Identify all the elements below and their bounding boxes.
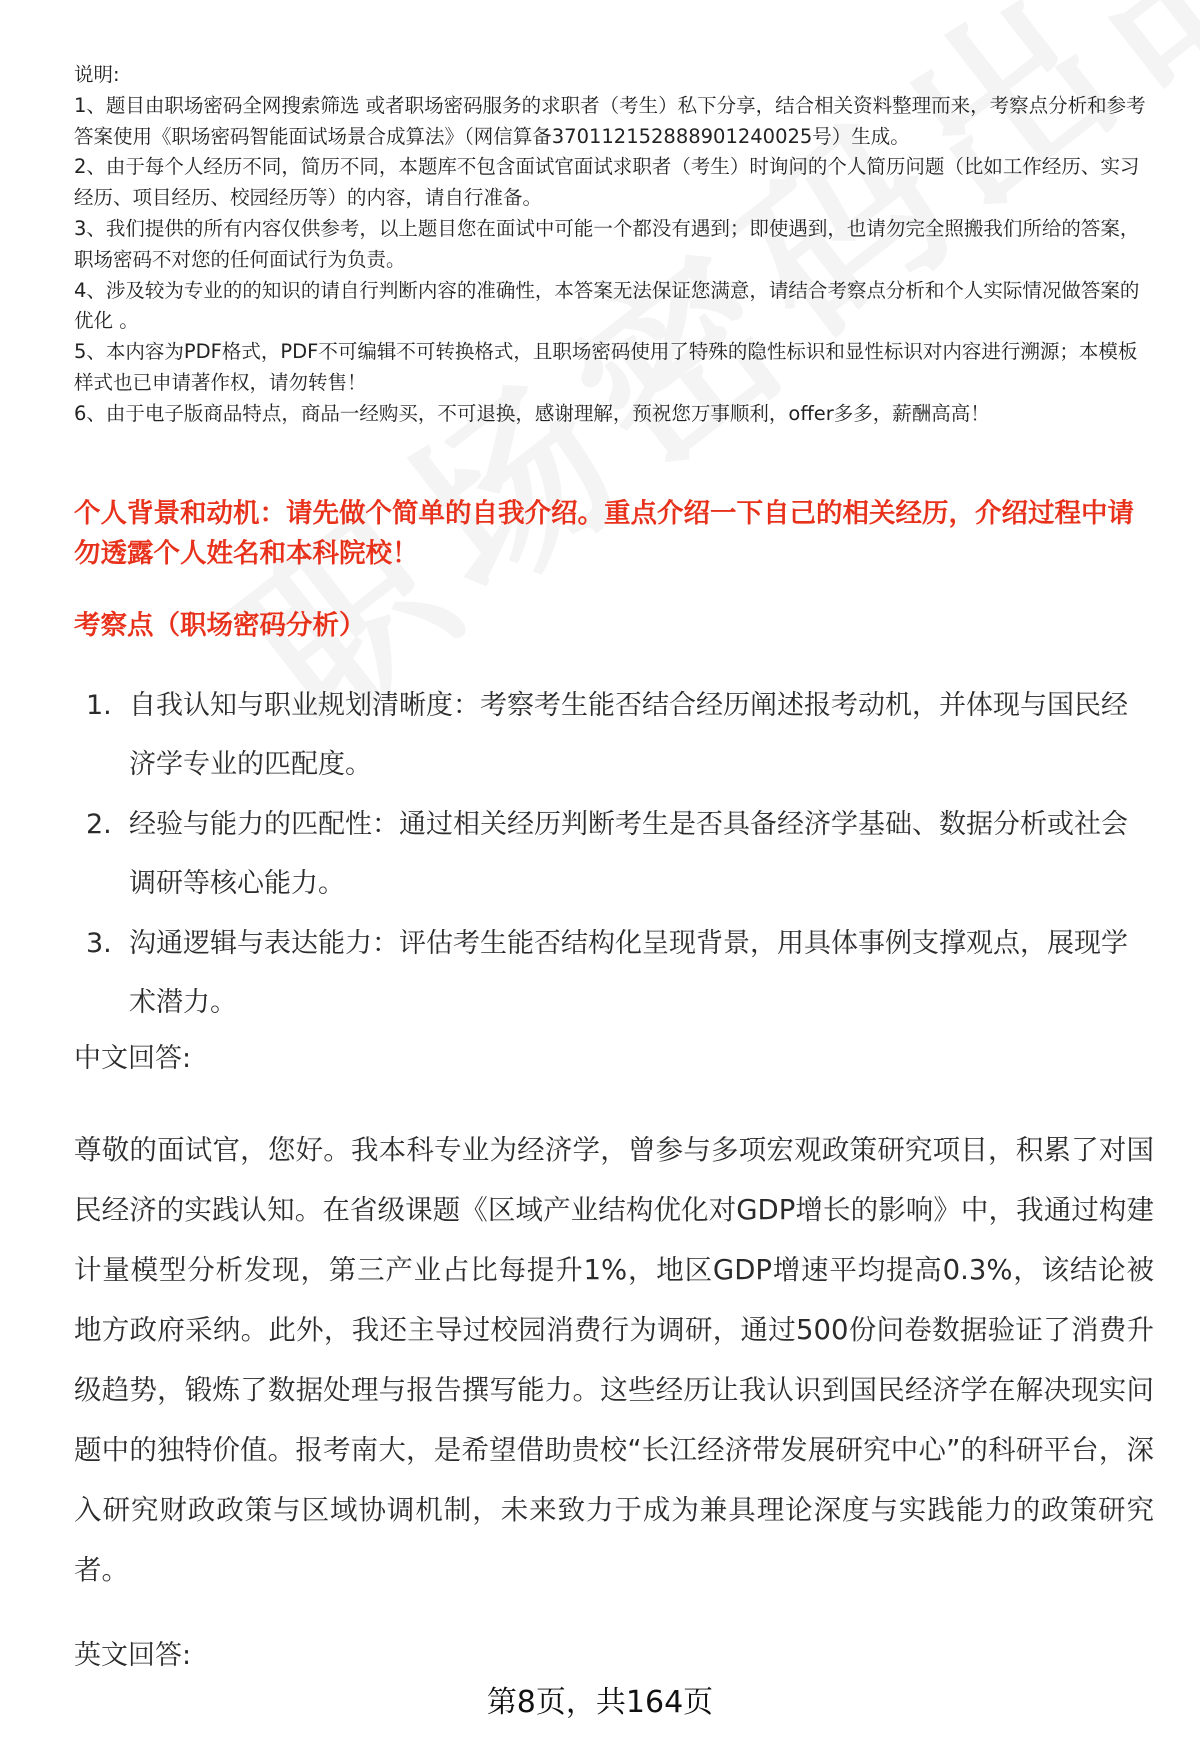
- notes-item: 3、我们提供的所有内容仅供参考，以上题目您在面试中可能一个都没有遇到；即使遇到，也请勿完全照搬我们所给的答案，职场密码不对您的任何面试行为负责。: [74, 216, 1140, 271]
- notes-item: 6、由于电子版商品特点，商品一经购买，不可退换，感谢理解，预祝您万事顺利，offer多多，薪酬高高！: [74, 401, 990, 425]
- english-answer-label: 英文回答:: [74, 1640, 192, 1671]
- point-number: 2.: [86, 809, 112, 840]
- point-number: 3.: [86, 928, 112, 959]
- point-text: 沟通逻辑与表达能力：评估考生能否结构化呈现背景，用具体事例支撑观点，展现学术潜力。: [129, 928, 1128, 1018]
- chinese-answer-text: 尊敬的面试官，您好。我本科专业为经济学，曾参与多项宏观政策研究项目，积累了对国民经济的实践认知。在省级课题《区域产业结构优化对GDP增长的影响》中，我通过构建计量模型分析发现，第三产业占比每提升1%，地区GDP增速平均提高0.3%，该结论被地方政府采纳。此外，我还主导过校园消费行为调研，通过500份问卷数据验证了消费升级趋势，锻炼了数据处理与报告撰写能力。这些经历让我认识到国民经济学在解决现实问题中的独特价值。报考南大，是希望借助贵校“长江经济带发展研究中心”的科研平台，深入研究财政政策与区域协调机制，未来致力于成为兼具理论深度与实践能力的政策研究者。: [74, 1134, 1154, 1586]
- point-text: 自我认知与职业规划清晰度：考察考生能否结合经历阐述报考动机，并体现与国民经济学专业的匹配度。: [129, 690, 1128, 780]
- analysis-heading: 考察点（职场密码分析）: [74, 610, 366, 641]
- chinese-answer-label: 中文回答:: [74, 1043, 192, 1074]
- page-number: 第8页，共164页: [486, 1685, 714, 1720]
- analysis-point: [74, 795, 1154, 913]
- question-heading: 个人背景和动机：请先做个简单的自我介绍。重点介绍一下自己的相关经历，介绍过程中请勿透露个人姓名和本科院校！: [74, 498, 1134, 569]
- point-number: 1.: [86, 690, 112, 721]
- notes-item: 5、本内容为PDF格式，PDF不可编辑不可转换格式，且职场密码使用了特殊的隐性标识和显性标识对内容进行溯源；本模板样式也已申请著作权，请勿转售！: [74, 340, 1138, 394]
- analysis-point: [74, 676, 1154, 794]
- notes-item: 1、题目由职场密码全网搜索筛选 或者职场密码服务的求职者（考生）私下分享，结合相关资料整理而来，考察点分析和参考答案使用《职场密码智能面试场景合成算法》（网信算备370112152888901240025号）生成。: [74, 93, 1146, 148]
- point-text: 经验与能力的匹配性：通过相关经历判断考生是否具备经济学基础、数据分析或社会调研等核心能力。: [129, 809, 1128, 899]
- analysis-point: [74, 914, 1154, 1032]
- notes-item: 4、涉及较为专业的的知识的请自行判断内容的准确性，本答案无法保证您满意，请结合考察点分析和个人实际情况做答案的优化 。: [74, 278, 1140, 333]
- notes-item: 2、由于每个人经历不同，简历不同，本题库不包含面试官面试求职者（考生）时询问的个人简历问题（比如工作经历、实习经历、项目经历、校园经历等）的内容，请自行准备。: [74, 155, 1140, 210]
- notes-title: 说明:: [74, 63, 120, 86]
- analysis-points-list: [74, 676, 1154, 1033]
- notes-section: [74, 60, 1154, 430]
